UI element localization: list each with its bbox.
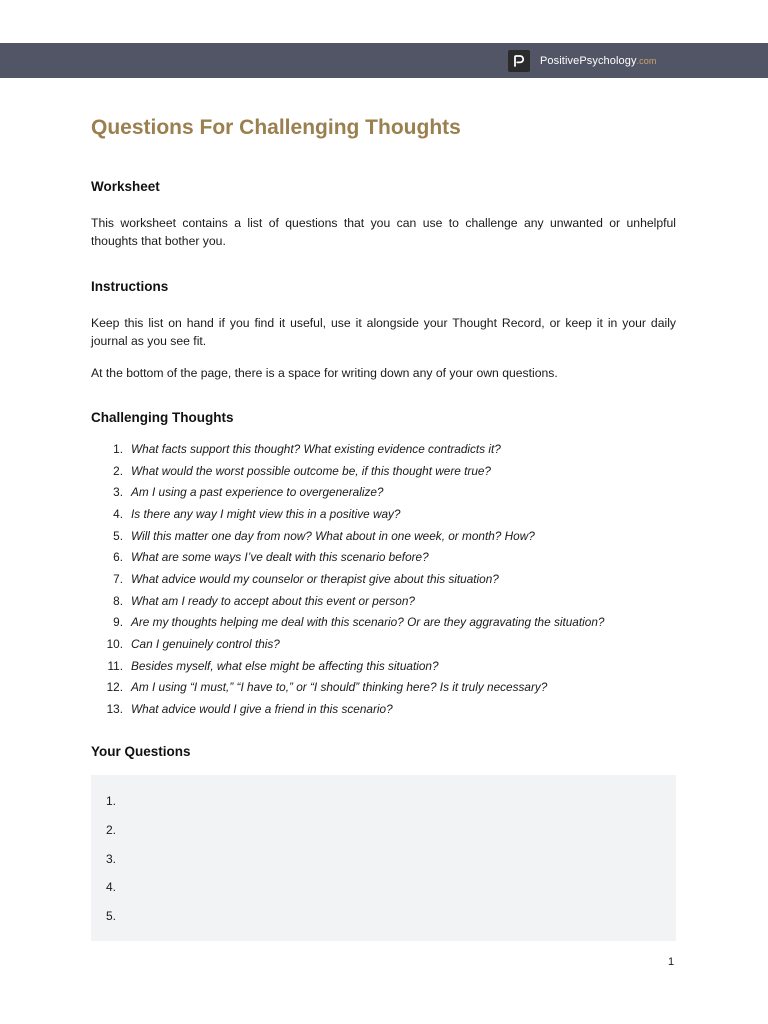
answer-line[interactable] <box>91 902 676 931</box>
list-item-text: Am I using “I must,” “I have to,” or “I should” thinking here? Is it truly necessary? <box>131 680 548 695</box>
brand-name: PositivePsychology.com <box>540 55 657 67</box>
list-item-number: 5. <box>113 528 123 543</box>
instructions-body-1: Keep this list on hand if you find it useful, use it alongside your Thought Record, or keep it in your daily journal as you see fit. <box>91 316 676 348</box>
list-item <box>91 503 676 525</box>
list-item-number: 12. <box>106 680 123 695</box>
list-item-number: 6. <box>113 550 123 565</box>
header-bar <box>0 43 768 78</box>
list-item <box>91 460 676 482</box>
list-item-text: What am I ready to accept about this event or person? <box>131 593 415 608</box>
list-item-number: 10. <box>106 637 123 652</box>
page-number: 1 <box>668 956 675 968</box>
list-item-text: Am I using a past experience to overgeneralize? <box>131 485 384 500</box>
brand-tld: .com <box>636 56 657 66</box>
list-item-number: 7. <box>113 571 123 586</box>
list-item-number: 3. <box>113 485 123 500</box>
list-item-text: Is there any way I might view this in a positive way? <box>131 506 401 521</box>
list-item <box>91 612 676 634</box>
list-item-text: What facts support this thought? What existing evidence contradicts it? <box>131 441 501 456</box>
list-item-text: What would the worst possible outcome be, if this thought were true? <box>131 463 491 478</box>
list-item-text: What advice would my counselor or therapist give about this situation? <box>131 571 499 586</box>
challenging-thoughts-list <box>91 438 676 720</box>
list-item-number: 13. <box>106 702 123 717</box>
challenging-thoughts-heading: Challenging Thoughts <box>91 410 234 425</box>
list-item-number: 8. <box>113 593 123 608</box>
list-item <box>91 568 676 590</box>
answer-line-number: 5. <box>105 909 116 924</box>
page-title: Questions For Challenging Thoughts <box>91 116 461 139</box>
answer-line-number: 4. <box>105 880 116 895</box>
list-item <box>91 677 676 699</box>
list-item-text: Will this matter one day from now? What about in one week, or month? How? <box>131 528 535 543</box>
p-logo-icon <box>508 50 530 72</box>
list-item <box>91 590 676 612</box>
list-item-number: 11. <box>107 658 123 673</box>
list-item-text: Are my thoughts helping me deal with this scenario? Or are they aggravating the situation? <box>131 615 605 630</box>
list-item-number: 9. <box>113 615 123 630</box>
list-item-number: 2. <box>113 463 123 478</box>
list-item <box>91 481 676 503</box>
answer-line[interactable] <box>91 844 676 873</box>
list-item <box>91 525 676 547</box>
list-item-number: 4. <box>113 506 123 521</box>
list-item-text: What are some ways I’ve dealt with this scenario before? <box>131 550 429 565</box>
list-item <box>91 438 676 460</box>
answer-line[interactable] <box>91 873 676 902</box>
answer-line-number: 2. <box>105 823 116 838</box>
list-item <box>91 698 676 720</box>
answer-line-number: 3. <box>105 851 116 866</box>
your-questions-box <box>91 775 676 941</box>
answer-line[interactable] <box>91 787 676 816</box>
worksheet-heading: Worksheet <box>91 179 160 194</box>
list-item-number: 1. <box>113 441 123 456</box>
answer-line[interactable] <box>91 816 676 845</box>
your-questions-heading: Your Questions <box>91 744 191 759</box>
list-item <box>91 633 676 655</box>
worksheet-body: This worksheet contains a list of questions that you can use to challenge any unwanted or unhelpful thoughts that bother you. <box>91 216 676 248</box>
your-questions-list <box>91 787 676 930</box>
list-item-text: What advice would I give a friend in this scenario? <box>131 702 393 717</box>
instructions-body-2: At the bottom of the page, there is a space for writing down any of your own questions. <box>91 366 558 380</box>
list-item-text: Besides myself, what else might be affecting this situation? <box>131 658 439 673</box>
brand[interactable] <box>508 50 656 72</box>
answer-line-number: 1. <box>105 794 116 809</box>
list-item <box>91 546 676 568</box>
instructions-heading: Instructions <box>91 279 169 294</box>
list-item-text: Can I genuinely control this? <box>131 637 280 652</box>
list-item <box>91 655 676 677</box>
